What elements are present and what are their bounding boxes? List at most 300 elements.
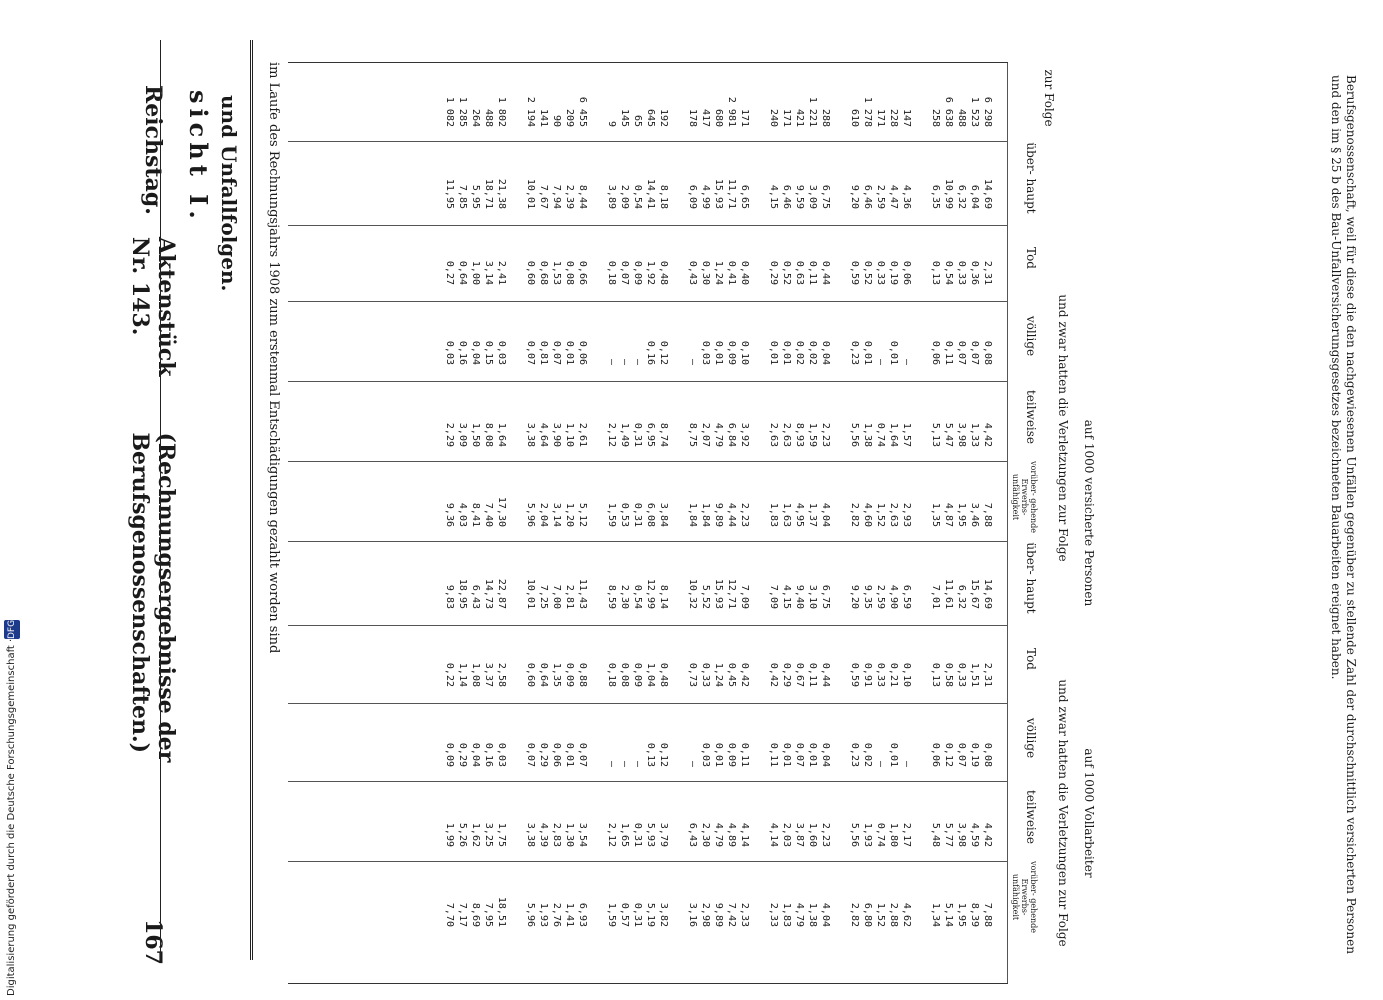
table-cell: 0,04 bbox=[820, 340, 831, 365]
table-cell: 1,64 bbox=[496, 422, 507, 447]
table-cell: 8,74 bbox=[658, 422, 669, 447]
title-line-2: und Unfallfolgen. bbox=[217, 95, 241, 292]
table-row bbox=[968, 63, 981, 983]
table-cell: 171 bbox=[875, 108, 886, 127]
table-cell: 0,27 bbox=[444, 260, 455, 285]
table-cell: 9,83 bbox=[444, 584, 455, 609]
table-cell: 3,14 bbox=[483, 260, 494, 285]
table-cell: 1,37 bbox=[807, 502, 818, 527]
table-cell: 0,54 bbox=[943, 260, 954, 285]
table-row bbox=[819, 63, 832, 983]
table-cell: 4,90 bbox=[888, 584, 899, 609]
table-cell: — bbox=[606, 760, 617, 767]
table-cell: 145 bbox=[619, 108, 630, 127]
table-cell: 1,99 bbox=[444, 822, 455, 847]
header-ueberhaupt-b: über- haupt bbox=[1024, 542, 1038, 614]
table-cell: 0,04 bbox=[470, 742, 481, 767]
table-cell: 8,39 bbox=[969, 902, 980, 927]
table-cell: 2,88 bbox=[888, 902, 899, 927]
table-row bbox=[605, 63, 618, 983]
table-cell: 0,09 bbox=[726, 340, 737, 365]
table-cell: 1 221 bbox=[807, 96, 818, 127]
table-cell: 4,14 bbox=[768, 822, 779, 847]
table-cell: 288 bbox=[820, 108, 831, 127]
table-cell: 9,20 bbox=[849, 184, 860, 209]
table-cell: 0,74 bbox=[875, 422, 886, 447]
table-cell: 2,76 bbox=[551, 902, 562, 927]
table-cell: 9,40 bbox=[794, 584, 805, 609]
table-cell: 1,83 bbox=[781, 902, 792, 927]
table-cell: 4,59 bbox=[969, 822, 980, 847]
table-cell: 3,25 bbox=[483, 822, 494, 847]
running-head bbox=[127, 85, 179, 965]
table-cell: 1,59 bbox=[606, 902, 617, 927]
table-cell: 0,12 bbox=[658, 340, 669, 365]
table-cell: 0,29 bbox=[457, 742, 468, 767]
table-cell: 6,32 bbox=[956, 184, 967, 209]
table-cell: 4,36 bbox=[901, 184, 912, 209]
table-cell: 7,09 bbox=[739, 584, 750, 609]
table-cell: 3,16 bbox=[687, 902, 698, 927]
table-cell: 171 bbox=[739, 108, 750, 127]
table-cell: 1,34 bbox=[930, 902, 941, 927]
table-cell: 2,59 bbox=[875, 184, 886, 209]
table-cell: 610 bbox=[849, 108, 860, 127]
table-cell: 7,01 bbox=[930, 584, 941, 609]
table-row bbox=[981, 63, 994, 983]
header-teilweise-a: teilweise bbox=[1024, 389, 1038, 445]
table-cell: 0,06 bbox=[577, 340, 588, 365]
table-cell: 0,07 bbox=[577, 742, 588, 767]
table-cell: 1,00 bbox=[470, 260, 481, 285]
table-row bbox=[524, 63, 537, 983]
table-cell: 1,30 bbox=[564, 822, 575, 847]
table-cell: 4,39 bbox=[538, 822, 549, 847]
table-cell: 0,11 bbox=[768, 742, 779, 767]
table-cell: 0,73 bbox=[687, 662, 698, 687]
column-separator bbox=[288, 703, 1008, 704]
table-cell: 0,19 bbox=[888, 260, 899, 285]
table-cell: 5,14 bbox=[943, 902, 954, 927]
table-row bbox=[900, 63, 913, 983]
table-cell: 1,75 bbox=[496, 822, 507, 847]
table-cell: 3,14 bbox=[551, 502, 562, 527]
table-cell: 4,44 bbox=[726, 502, 737, 527]
table-cell: 0,29 bbox=[538, 742, 549, 767]
table-cell: 0,68 bbox=[538, 260, 549, 285]
table-cell: 2,33 bbox=[739, 902, 750, 927]
table-cell: 171 bbox=[781, 108, 792, 127]
table-cell: 0,07 bbox=[956, 742, 967, 767]
table-cell: — bbox=[687, 358, 698, 365]
table-row bbox=[495, 63, 508, 983]
table-cell: 0,08 bbox=[982, 742, 993, 767]
table-cell: 3,10 bbox=[807, 584, 818, 609]
table-cell: 6,84 bbox=[726, 422, 737, 447]
table-cell: 0,54 bbox=[632, 184, 643, 209]
table-cell: 0,04 bbox=[820, 742, 831, 767]
table-cell: 0,03 bbox=[700, 340, 711, 365]
table-cell: 8,93 bbox=[794, 422, 805, 447]
table-cell: 1,65 bbox=[619, 822, 630, 847]
table-cell: 3,98 bbox=[956, 822, 967, 847]
table-cell: 0,43 bbox=[687, 260, 698, 285]
table-cell: 10,01 bbox=[525, 578, 536, 609]
table-cell: 2,63 bbox=[768, 422, 779, 447]
table-cell: 1,20 bbox=[564, 502, 575, 527]
table-row bbox=[686, 63, 699, 983]
table-cell: 0,30 bbox=[700, 260, 711, 285]
table-cell: 0,12 bbox=[658, 742, 669, 767]
running-head-right: (Rechnungsergebnisse der Berufsgenossenschaften.) bbox=[127, 432, 179, 763]
table-cell: 3,46 bbox=[969, 502, 980, 527]
table-cell: 1,08 bbox=[470, 662, 481, 687]
table-cell: 1,50 bbox=[470, 422, 481, 447]
table-cell: 0,91 bbox=[862, 662, 873, 687]
table-cell: 240 bbox=[768, 108, 779, 127]
table-cell: 1,95 bbox=[956, 902, 967, 927]
table-cell: 1 082 bbox=[444, 96, 455, 127]
header-bottom-rule bbox=[1007, 63, 1008, 983]
table-cell: 0,01 bbox=[888, 340, 899, 365]
table-cell: 4,14 bbox=[739, 822, 750, 847]
table-cell: 1,33 bbox=[969, 422, 980, 447]
table-cell: 21,38 bbox=[496, 178, 507, 209]
table-cell: 1 285 bbox=[457, 96, 468, 127]
table-cell: 2,61 bbox=[577, 422, 588, 447]
header-teilweise-b: teilweise bbox=[1024, 789, 1038, 845]
table-cell: 2,98 bbox=[700, 902, 711, 927]
table-cell: 6,32 bbox=[956, 584, 967, 609]
table-cell: 0,09 bbox=[726, 742, 737, 767]
table-cell: 1,04 bbox=[645, 662, 656, 687]
table-row bbox=[469, 63, 482, 983]
table-row bbox=[929, 63, 942, 983]
table-cell: 7,17 bbox=[457, 902, 468, 927]
side-note-text: Digitalisierung gefördert durch die Deutsche Forschungsgemeinschaft · bbox=[6, 638, 17, 996]
table-cell: 2,30 bbox=[700, 822, 711, 847]
table-cell: 0,48 bbox=[658, 662, 669, 687]
table-row bbox=[848, 63, 861, 983]
table-cell: 7,94 bbox=[551, 184, 562, 209]
table-cell: 14,69 bbox=[982, 178, 993, 209]
table-cell: 0,01 bbox=[713, 742, 724, 767]
table-cell: 5,47 bbox=[943, 422, 954, 447]
table-cell: 5,56 bbox=[849, 422, 860, 447]
table-cell: 141 bbox=[538, 108, 549, 127]
table-cell: 1,57 bbox=[901, 422, 912, 447]
table-cell: 0,11 bbox=[739, 742, 750, 767]
table-cell: 8,41 bbox=[470, 502, 481, 527]
table-cell: 1,24 bbox=[713, 260, 724, 285]
table-row bbox=[874, 63, 887, 983]
table-cell: 7,85 bbox=[457, 184, 468, 209]
table-cell: 0,13 bbox=[930, 260, 941, 285]
table-cell: 4,89 bbox=[726, 822, 737, 847]
table-cell: 3,09 bbox=[807, 184, 818, 209]
table-row bbox=[550, 63, 563, 983]
table-cell: 0,44 bbox=[820, 662, 831, 687]
table-cell: 7,67 bbox=[538, 184, 549, 209]
table-cell: 0,44 bbox=[820, 260, 831, 285]
table-cell: 2,33 bbox=[768, 902, 779, 927]
table-cell: 1 802 bbox=[496, 96, 507, 127]
table-cell: 1,53 bbox=[551, 260, 562, 285]
table-cell: 10,99 bbox=[943, 178, 954, 209]
table-cell: 15,67 bbox=[969, 578, 980, 609]
table-cell: 1,93 bbox=[538, 902, 549, 927]
table-cell: 1,52 bbox=[875, 502, 886, 527]
table-cell: 6 638 bbox=[943, 96, 954, 127]
table-cell: 4,04 bbox=[820, 902, 831, 927]
table-cell: 2,30 bbox=[619, 584, 630, 609]
table-cell: 1,80 bbox=[888, 822, 899, 847]
table-cell: — bbox=[632, 760, 643, 767]
table-cell: 0,07 bbox=[551, 340, 562, 365]
table-cell: 0,74 bbox=[875, 822, 886, 847]
table-cell: 0,54 bbox=[632, 584, 643, 609]
table-cell: 0,08 bbox=[619, 662, 630, 687]
table-cell: 1,41 bbox=[564, 902, 575, 927]
table-cell: 0,01 bbox=[862, 340, 873, 365]
table-cell: 11,61 bbox=[943, 578, 954, 609]
table-cell: 11,71 bbox=[726, 178, 737, 209]
table-cell: 22,87 bbox=[496, 578, 507, 609]
table-cell: 1,59 bbox=[606, 502, 617, 527]
table-cell: 0,06 bbox=[930, 742, 941, 767]
table-cell: 264 bbox=[470, 108, 481, 127]
footnote: Berufsgenossenschaft, weil für diese die den nachgewiesenen Unfällen gegenüber zu stellende Zahl der durchschnittlich versicherten Personen und den im § 25 b des Bau-Unfallversicherungsgesetzes bezeichneten Bauarbeiten ereignet haben. bbox=[1329, 75, 1358, 954]
table-cell: 1,49 bbox=[619, 422, 630, 447]
dfg-logo: DFG bbox=[4, 620, 20, 639]
table-cell: 0,33 bbox=[956, 260, 967, 285]
table-cell: 0,13 bbox=[930, 662, 941, 687]
table-cell: 0,29 bbox=[768, 260, 779, 285]
table-row bbox=[767, 63, 780, 983]
table-cell: 4,42 bbox=[982, 422, 993, 447]
column-separator bbox=[288, 625, 1008, 626]
column-separator bbox=[288, 861, 1008, 862]
table-row bbox=[861, 63, 874, 983]
table-cell: 2 194 bbox=[525, 96, 536, 127]
header-voruebergehend-a: vorüber- gehende Erwerbs- unfähigkeit bbox=[1011, 461, 1038, 533]
table-cell: 6,75 bbox=[820, 184, 831, 209]
table-cell: 0,33 bbox=[956, 662, 967, 687]
table-cell: 0,60 bbox=[525, 662, 536, 687]
table-cell: 9,89 bbox=[713, 902, 724, 927]
table-cell: 0,08 bbox=[982, 340, 993, 365]
table-cell: 1,51 bbox=[969, 662, 980, 687]
table-cell: 0,29 bbox=[781, 662, 792, 687]
table-cell: 0,16 bbox=[457, 340, 468, 365]
table-cell: 0,52 bbox=[781, 260, 792, 285]
table-row bbox=[563, 63, 576, 983]
table-cell: — bbox=[606, 358, 617, 365]
table-cell: 0,23 bbox=[849, 340, 860, 365]
table-row bbox=[699, 63, 712, 983]
table-cell: 12,99 bbox=[645, 578, 656, 609]
table-cell: 9,36 bbox=[444, 502, 455, 527]
table-row bbox=[738, 63, 751, 983]
table-cell: 0,01 bbox=[564, 340, 575, 365]
table-cell: 4,95 bbox=[794, 502, 805, 527]
table-cell: — bbox=[619, 760, 630, 767]
table-cell: 7,95 bbox=[483, 902, 494, 927]
table-cell: 4,42 bbox=[982, 822, 993, 847]
table-cell: 7,00 bbox=[551, 584, 562, 609]
table-cell: — bbox=[875, 358, 886, 365]
column-separator bbox=[288, 141, 1008, 142]
table-cell: 4,47 bbox=[888, 184, 899, 209]
table-cell: 6,46 bbox=[781, 184, 792, 209]
table-cell: — bbox=[687, 760, 698, 767]
table-cell: 228 bbox=[888, 108, 899, 127]
table-cell: 2,29 bbox=[444, 422, 455, 447]
header-tod-a: Tod bbox=[1024, 247, 1038, 269]
header-voellige-a: völlige bbox=[1024, 315, 1038, 357]
table-cell: 0,64 bbox=[538, 662, 549, 687]
table-row bbox=[725, 63, 738, 983]
table-cell: 2,63 bbox=[888, 502, 899, 527]
table-cell: 5,56 bbox=[849, 822, 860, 847]
table-cell: 9,20 bbox=[849, 584, 860, 609]
table-cell: 2 981 bbox=[726, 96, 737, 127]
table-cell: 5,77 bbox=[943, 822, 954, 847]
table-cell: 18,95 bbox=[457, 578, 468, 609]
table-cell: 0,40 bbox=[739, 260, 750, 285]
table-cell: 6,43 bbox=[470, 584, 481, 609]
table-row bbox=[793, 63, 806, 983]
table-cell: 6,04 bbox=[969, 184, 980, 209]
header-voellige-b: völlige bbox=[1024, 717, 1038, 759]
column-separator bbox=[288, 225, 1008, 226]
table-cell: 0,09 bbox=[632, 260, 643, 285]
table-row bbox=[644, 63, 657, 983]
side-note-vertical bbox=[4, 606, 18, 996]
table-cell: 0,07 bbox=[619, 260, 630, 285]
table-cell: 1 523 bbox=[969, 96, 980, 127]
table-cell: 0,33 bbox=[700, 662, 711, 687]
table-cell: 1,64 bbox=[888, 422, 899, 447]
table-cell: 11,43 bbox=[577, 578, 588, 609]
table-row bbox=[657, 63, 670, 983]
table-cell: 178 bbox=[687, 108, 698, 127]
table-row bbox=[887, 63, 900, 983]
table-cell: 0,15 bbox=[483, 340, 494, 365]
table-cell: 1,14 bbox=[457, 662, 468, 687]
table-cell: 0,59 bbox=[849, 260, 860, 285]
table-cell: 2,59 bbox=[875, 584, 886, 609]
table-cell: 2,41 bbox=[496, 260, 507, 285]
table-cell: 2,58 bbox=[496, 662, 507, 687]
table-cell: 14,73 bbox=[483, 578, 494, 609]
table-cell: 421 bbox=[794, 108, 805, 127]
table-row bbox=[576, 63, 589, 983]
table-cell: 0,67 bbox=[794, 662, 805, 687]
table-cell: 0,52 bbox=[862, 260, 873, 285]
table-cell: 10,01 bbox=[525, 178, 536, 209]
table-cell: 0,19 bbox=[969, 742, 980, 767]
header-ueberhaupt-a: über- haupt bbox=[1024, 142, 1038, 214]
header-voruebergehend-b: vorüber- gehende Erwerbs- unfähigkeit bbox=[1011, 861, 1038, 933]
table-cell: — bbox=[901, 760, 912, 767]
table-cell: 6 298 bbox=[982, 96, 993, 127]
table-cell: 6,80 bbox=[862, 902, 873, 927]
table-cell: 0,41 bbox=[726, 260, 737, 285]
table-cell: 1,84 bbox=[700, 502, 711, 527]
table-cell: 0,42 bbox=[768, 662, 779, 687]
table-cell: 11,95 bbox=[444, 178, 455, 209]
table-cell: 4,60 bbox=[862, 502, 873, 527]
table-cell: 3,54 bbox=[577, 822, 588, 847]
table-cell: 2,07 bbox=[700, 422, 711, 447]
column-separator bbox=[288, 461, 1008, 462]
table-cell: 488 bbox=[483, 108, 494, 127]
table-cell: — bbox=[619, 358, 630, 365]
table-cell: 147 bbox=[901, 108, 912, 127]
table-row bbox=[482, 63, 495, 983]
table-cell: 0,22 bbox=[444, 662, 455, 687]
table-cell: 3,90 bbox=[551, 422, 562, 447]
table-cell: 0,02 bbox=[862, 742, 873, 767]
table-cell: 0,18 bbox=[606, 662, 617, 687]
table-cell: 0,03 bbox=[700, 742, 711, 767]
table-cell: 0,53 bbox=[619, 502, 630, 527]
table-cell: 18,51 bbox=[496, 896, 507, 927]
table-cell: 209 bbox=[564, 108, 575, 127]
table-cell: 0,10 bbox=[739, 340, 750, 365]
table-cell: 1,38 bbox=[862, 422, 873, 447]
table-cell: 7,42 bbox=[726, 902, 737, 927]
table-cell: 2,17 bbox=[901, 822, 912, 847]
table-cell: 2,93 bbox=[901, 502, 912, 527]
table-cell: 7,09 bbox=[768, 584, 779, 609]
table-cell: 0,10 bbox=[901, 662, 912, 687]
table-cell: 9,59 bbox=[794, 184, 805, 209]
table-cell: 0,11 bbox=[807, 260, 818, 285]
table-row bbox=[806, 63, 819, 983]
table-cell: 0,48 bbox=[658, 260, 669, 285]
table-cell: 8,69 bbox=[470, 902, 481, 927]
table-cell: 3,89 bbox=[606, 184, 617, 209]
table-cell: 0,03 bbox=[496, 742, 507, 767]
table-cell: 5,12 bbox=[577, 502, 588, 527]
table-cell: 2,03 bbox=[781, 822, 792, 847]
table-cell: 0,03 bbox=[444, 340, 455, 365]
table-cell: 2,12 bbox=[606, 822, 617, 847]
table-cell: 4,15 bbox=[781, 584, 792, 609]
statistics-table bbox=[288, 62, 1096, 984]
table-cell: 2,23 bbox=[820, 422, 831, 447]
table-cell: 10,32 bbox=[687, 578, 698, 609]
table-cell: 2,09 bbox=[619, 184, 630, 209]
table-cell: — bbox=[875, 760, 886, 767]
header-zur-folge: zur Folge bbox=[1042, 69, 1056, 127]
table-cell: 1,35 bbox=[551, 662, 562, 687]
table-cell: 4,79 bbox=[794, 902, 805, 927]
table-cell: 0,07 bbox=[969, 340, 980, 365]
header-sub-b: und zwar hatten die Verletzungen zur Folge bbox=[1056, 679, 1070, 947]
table-cell: 5,95 bbox=[470, 184, 481, 209]
table-cell: 0,13 bbox=[645, 742, 656, 767]
table-cell: 3,92 bbox=[739, 422, 750, 447]
header-tod-b: Tod bbox=[1024, 648, 1038, 670]
table-cell: 1,24 bbox=[713, 662, 724, 687]
table-cell: 9,35 bbox=[862, 584, 873, 609]
table-cell: 0,57 bbox=[619, 902, 630, 927]
table-cell: 0,01 bbox=[888, 742, 899, 767]
table-cell: 9,89 bbox=[713, 502, 724, 527]
